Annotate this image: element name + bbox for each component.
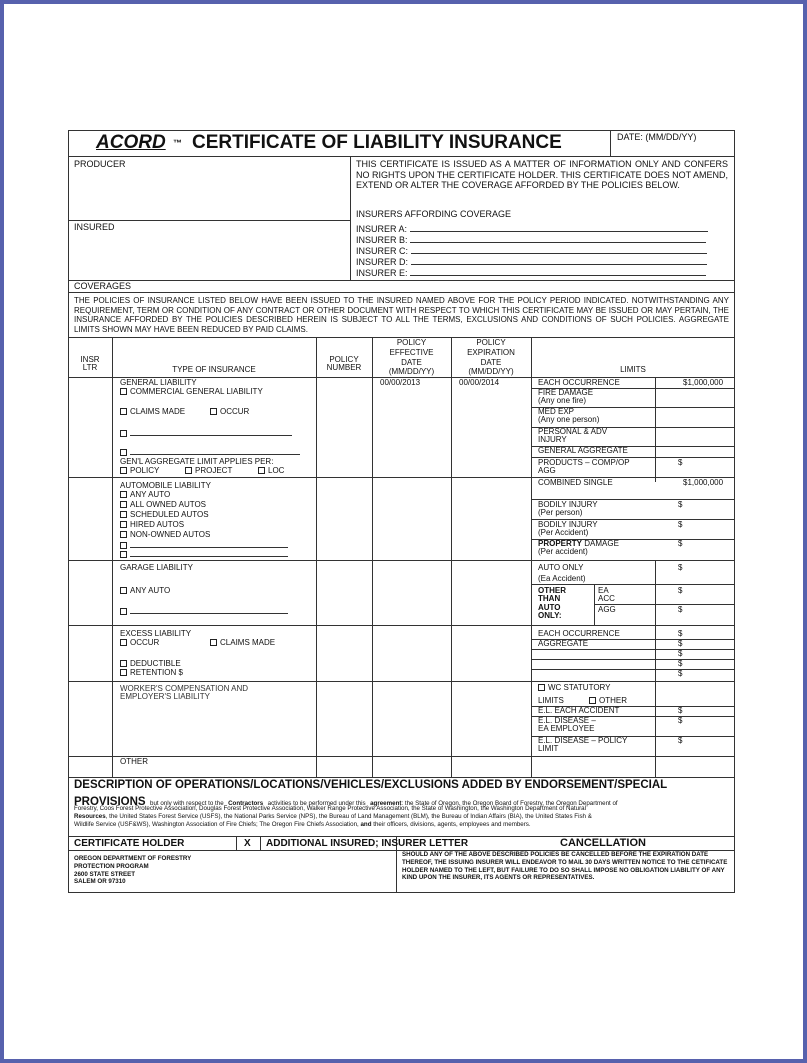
- certificate-holder-address: OREGON DEPARTMENT OF FORESTRY PROTECTION PROGRAM 2600 STATE STREET SALEM OR 97310: [74, 855, 192, 886]
- checkbox[interactable]: [120, 467, 127, 474]
- gl-each-occurrence-value: $1,000,000: [683, 378, 724, 387]
- other-label: OTHER: [120, 757, 148, 766]
- gl-products-value: $: [678, 458, 683, 467]
- gl-agg-applies: GEN'L AGGREGATE LIMIT APPLIES PER:: [120, 457, 274, 466]
- insurer-b: INSURER B:: [356, 235, 706, 245]
- excess-row3-value: $: [678, 649, 683, 658]
- col-line-4: [451, 337, 452, 778]
- excess-row5-value: $: [678, 669, 683, 678]
- excess-aggregate: AGGREGATE: [538, 639, 589, 648]
- checkbox[interactable]: [258, 467, 265, 474]
- certificate-holder-label: CERTIFICATE HOLDER: [74, 838, 185, 849]
- coverages-top-line: [68, 280, 735, 281]
- row-line-auto: [68, 560, 735, 561]
- additional-insured-x: X: [244, 838, 251, 849]
- gl-loc[interactable]: LOC: [258, 467, 284, 475]
- date-label: DATE: (MM/DD/YY): [617, 132, 697, 142]
- lim-garage-1: [531, 584, 735, 585]
- x-divider-1: [236, 836, 237, 850]
- row-line-excess: [68, 681, 735, 682]
- checkbox[interactable]: [589, 697, 596, 704]
- garage-other-than-auto: OTHER THAN AUTO ONLY:: [538, 586, 566, 621]
- col-line-5: [531, 337, 532, 778]
- insured-label: INSURED: [74, 222, 115, 232]
- border-right: [734, 130, 735, 893]
- workers-wc-statutory[interactable]: WC STATUTORY: [538, 684, 611, 692]
- col-limits: LIMITS: [620, 365, 646, 374]
- col-insr: INSR LTR: [80, 355, 100, 373]
- coverages-line: [68, 292, 735, 293]
- gl-claims-made[interactable]: CLAIMS MADE: [120, 408, 185, 416]
- auto-bodily-accident-value: $: [678, 520, 683, 529]
- insurer-d: INSURER D:: [356, 257, 707, 267]
- gl-effective-date: 00/00/2013: [380, 378, 421, 387]
- gl-each-occurrence: EACH OCCURRENCE: [538, 378, 620, 387]
- auto-combined-value: $1,000,000: [683, 478, 724, 487]
- title-line: [68, 156, 735, 157]
- row-line-other: [68, 777, 735, 778]
- workers-el-disease-employee: E.L. DISEASE – EA EMPLOYEE: [538, 716, 596, 734]
- auto-property-damage-value: $: [678, 539, 683, 548]
- row-line-workers: [68, 756, 735, 757]
- excess-retention[interactable]: RETENTION $: [120, 669, 183, 677]
- workers-limits: LIMITS: [538, 696, 564, 705]
- excess-deductible[interactable]: DEDUCTIBLE: [120, 660, 181, 668]
- checkbox[interactable]: [120, 551, 127, 558]
- workers-el-disease-employee-value: $: [678, 716, 683, 725]
- checkbox[interactable]: [120, 669, 127, 676]
- date-divider: [610, 130, 611, 156]
- producer-label: PRODUCER: [74, 159, 126, 169]
- auto-any[interactable]: ANY AUTO: [120, 491, 170, 499]
- description-line-2: Forestry, Coos Forest Protective Association, Douglas Forest Protective Association, Walker Range Protective Association, the State of Washington, the Washington Department of Natural: [74, 805, 586, 812]
- description-heading: DESCRIPTION OF OPERATIONS/LOCATIONS/VEHICLES/EXCLUSIONS ADDED BY ENDORSEMENT/SPECIAL: [74, 779, 668, 791]
- excess-aggregate-value: $: [678, 639, 683, 648]
- checkbox[interactable]: [210, 639, 217, 646]
- checkbox[interactable]: [120, 491, 127, 498]
- garage-ea-acc: EA ACC: [598, 586, 615, 604]
- excess-row4-value: $: [678, 659, 683, 668]
- checkbox[interactable]: [120, 639, 127, 646]
- producer-divider: [350, 156, 351, 280]
- coverages-text: THE POLICIES OF INSURANCE LISTED BELOW HAVE BEEN ISSUED TO THE INSURED NAMED ABOVE FOR THE POLICY PERIOD INDICATED. NOTWITHSTANDING ANY REQUIREMENT, TERM OR CONDITION OF ANY CONTRACT OR OTHER DOCUMENT WITH RESPECT TO WHICH THIS CERTIFICATE MAY BE ISSUED OR MAY PERTAIN, THE INSURANCE AFFORDED BY THE POLICIES DESCRIBED HEREIN IS SUBJECT TO ALL THE TERMS, EXCLUSIONS AND CONDITIONS OF SUCH POLICIES. AGGREGATE LIMITS SHOWN MAY HAVE BEEN REDUCED BY PAID CLAIMS.: [74, 296, 729, 334]
- auto-blank-2[interactable]: [120, 549, 288, 559]
- checkbox[interactable]: [120, 408, 127, 415]
- description-line-3: Resources, the United States Forest Service (USFS), the National Parks Service (NPS), the Bureau of Land Management (BLM), the Bureau of Indian Affairs (BIA), the United States Fish &: [74, 813, 592, 820]
- border-top: [68, 130, 735, 131]
- checkbox[interactable]: [538, 684, 545, 691]
- cancellation-text: SHOULD ANY OF THE ABOVE DESCRIBED POLICIES BE CANCELLED BEFORE THE EXPIRATION DATE THEREOF, THE ISSUING INSURER WILL ENDEAVOR TO MAIL 30 DAYS WRITTEN NOTICE TO THE CETIFICATE HOLDER NAMED TO THE LEFT, BUT FAILURE TO DO SO SHALL IMPOSE NO OBLIGATION LIABILITY OF ANY KIND UPON THE INSURER, ITS AGENTS OR REPRESENTATIVES.: [402, 851, 728, 882]
- col-line-1: [112, 337, 113, 778]
- gl-products: PRODUCTS – COMP/OP AGG: [538, 458, 630, 476]
- checkbox[interactable]: [120, 430, 127, 437]
- workers-el-disease-policy: E.L. DISEASE – POLICY LIMIT: [538, 736, 628, 754]
- checkbox[interactable]: [210, 408, 217, 415]
- auto-bodily-accident: BODILY INJURY (Per Accident): [538, 520, 598, 538]
- checkbox[interactable]: [120, 542, 127, 549]
- auto-bodily-person: BODILY INJURY (Per person): [538, 500, 598, 518]
- gl-personal-adv: PERSONAL & ADV INJURY: [538, 427, 608, 445]
- page-title: CERTIFICATE OF LIABILITY INSURANCE: [192, 132, 562, 153]
- additional-insured-label: ADDITIONAL INSURED; INSURER LETTER: [266, 838, 469, 849]
- description-line-1: PROVISIONS but only with respect to the Contractors activities to be performed under this agreement: the State of Oregon, the Oregon Board of Forestry, the Oregon Department of: [74, 796, 618, 808]
- garage-agg: AGG: [598, 605, 616, 614]
- gl-project[interactable]: PROJECT: [185, 467, 232, 475]
- gl-fire-damage: FIRE DAMAGE (Any one fire): [538, 388, 594, 406]
- auto-combined-single: COMBINED SINGLE: [538, 478, 613, 487]
- auto-non-owned[interactable]: NON-OWNED AUTOS: [120, 531, 210, 539]
- cancellation-label: CANCELLATION: [560, 837, 646, 849]
- row-line-garage: [68, 625, 735, 626]
- acord-logo: ACORD: [96, 132, 166, 153]
- gl-blank-1[interactable]: [120, 428, 292, 438]
- insurers-heading: INSURERS AFFORDING COVERAGE: [356, 209, 512, 219]
- garage-title: GARAGE LIABILITY: [120, 563, 193, 572]
- coverages-label: COVERAGES: [74, 281, 132, 291]
- description-line-4: Wildlife Service (USF&WS), Washington Association of Fire Chiefs; The Oregon Fire Chiefs Association, and their officers, divisions, agents, employees and members.: [74, 821, 531, 828]
- garage-agg-value: $: [678, 605, 683, 614]
- gl-med-exp: MED EXP (Any one person): [538, 407, 600, 425]
- workers-other[interactable]: OTHER: [589, 697, 627, 705]
- gl-expiration-date: 00/00/2014: [459, 378, 500, 387]
- insurer-e: INSURER E:: [356, 268, 706, 278]
- garage-auto-only-value: $: [678, 563, 683, 572]
- border-bottom: [68, 892, 735, 893]
- gl-commercial[interactable]: COMMERCIAL GENERAL LIABILITY: [120, 388, 263, 396]
- lim-excess-3: [531, 659, 735, 660]
- x-divider-2: [260, 836, 261, 850]
- auto-bodily-person-value: $: [678, 500, 683, 509]
- gl-policy[interactable]: POLICY: [120, 467, 159, 475]
- checkbox[interactable]: [120, 449, 127, 456]
- col-policy-number: POLICY NUMBER: [326, 355, 362, 373]
- gl-title: GENERAL LIABILITY: [120, 378, 197, 387]
- auto-property-damage: PROPERTY DAMAGE (Per accident): [538, 539, 619, 557]
- col-line-3: [372, 337, 373, 778]
- excess-occur[interactable]: OCCUR: [120, 639, 159, 647]
- checkbox[interactable]: [120, 501, 127, 508]
- checkbox[interactable]: [120, 587, 127, 594]
- garage-auto-only: AUTO ONLY (Ea Accident): [538, 563, 586, 584]
- insurer-a: INSURER A:: [356, 224, 708, 234]
- lim-excess-4: [531, 669, 735, 670]
- checkbox[interactable]: [120, 511, 127, 518]
- info-text: THIS CERTIFICATE IS ISSUED AS A MATTER OF INFORMATION ONLY AND CONFERS NO RIGHTS UPON THE CERTIFICATE HOLDER. THIS CERTIFICATE DOES NOT AMEND, EXTEND OR ALTER THE COVERAGE AFFORDED BY THE POLICIES BELOW.: [356, 159, 728, 191]
- workers-el-disease-policy-value: $: [678, 736, 683, 745]
- insurer-c: INSURER C:: [356, 246, 707, 256]
- excess-each-occurrence: EACH OCCURRENCE: [538, 629, 620, 638]
- auto-scheduled[interactable]: SCHEDULED AUTOS: [120, 511, 209, 519]
- col-line-2: [316, 337, 317, 778]
- col-expiration: POLICY EXPIRATION DATE (MM/DD/YY): [467, 338, 515, 377]
- checkbox[interactable]: [120, 521, 127, 528]
- workers-title: WORKER'S COMPENSATION AND EMPLOYER'S LIABILITY: [120, 684, 249, 702]
- garage-blank[interactable]: [120, 606, 288, 616]
- col-type: TYPE OF INSURANCE: [172, 365, 256, 374]
- border-left: [68, 130, 69, 893]
- col-effective: POLICY EFFECTIVE DATE (MM/DD/YY): [388, 338, 435, 377]
- auto-title: AUTOMOBILE LIABILITY: [120, 481, 211, 490]
- row-line-gl: [68, 477, 735, 478]
- gl-blank-2[interactable]: [120, 447, 300, 457]
- limit-col-gl: [655, 377, 656, 482]
- checkbox[interactable]: [120, 388, 127, 395]
- checkbox[interactable]: [120, 660, 127, 667]
- workers-el-accident: E.L. EACH ACCIDENT: [538, 706, 620, 715]
- insured-line: [68, 220, 350, 221]
- trademark: ™: [173, 138, 182, 148]
- lim-excess-2: [531, 649, 735, 650]
- excess-each-value: $: [678, 629, 683, 638]
- excess-claims-made[interactable]: CLAIMS MADE: [210, 639, 275, 647]
- checkbox[interactable]: [120, 531, 127, 538]
- garage-any-auto[interactable]: ANY AUTO: [120, 587, 170, 595]
- workers-el-accident-value: $: [678, 706, 683, 715]
- garage-ea-acc-value: $: [678, 586, 683, 595]
- checkbox[interactable]: [120, 608, 127, 615]
- auto-hired[interactable]: HIRED AUTOS: [120, 521, 184, 529]
- excess-title: EXCESS LIABILITY: [120, 629, 192, 638]
- gl-general-aggregate: GENERAL AGGREGATE: [538, 446, 628, 455]
- auto-all-owned[interactable]: ALL OWNED AUTOS: [120, 501, 206, 509]
- gl-occur[interactable]: OCCUR: [210, 408, 249, 416]
- checkbox[interactable]: [185, 467, 192, 474]
